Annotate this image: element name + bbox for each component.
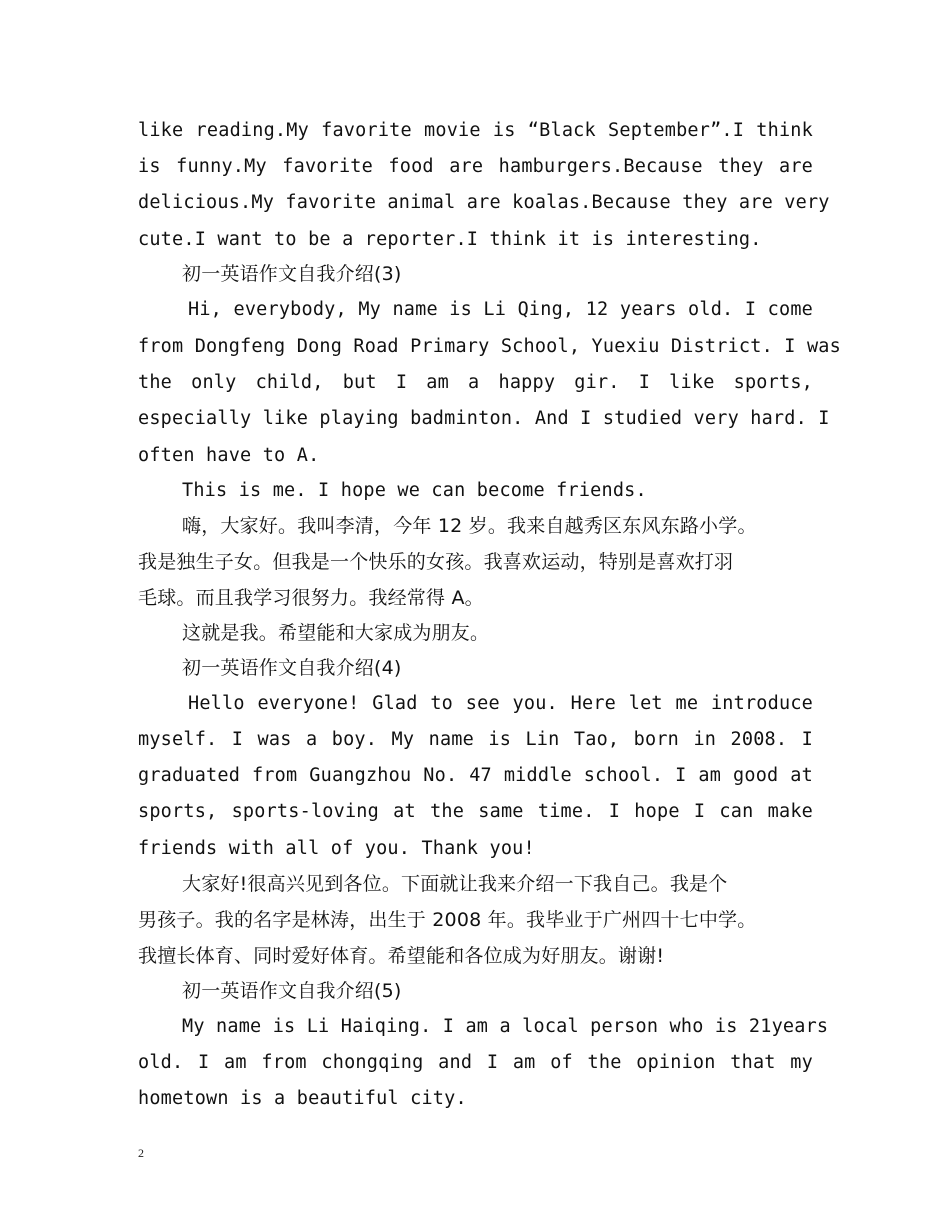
text-line: graduated from Guangzhou No. 47 middle school. I am good at bbox=[138, 765, 813, 786]
text-line: My name is Li Haiqing. I am a local person who is 21years bbox=[182, 1016, 829, 1037]
text-line: delicious.My favorite animal are koalas.Because they are very bbox=[138, 192, 830, 213]
text-line: sports, sports-loving at the same time. I hope I can make bbox=[138, 801, 813, 822]
text-line: 这就是我。希望能和大家成为朋友。 bbox=[182, 622, 490, 644]
text-line: is funny.My favorite food are hamburgers.Because they are bbox=[138, 156, 813, 177]
text-line: 我是独生子女。但我是一个快乐的女孩。我喜欢运动，特别是喜欢打羽 bbox=[138, 551, 734, 573]
text-line: myself. I was a boy. My name is Lin Tao, born in 2008. I bbox=[138, 729, 813, 750]
text-line: cute.I want to be a reporter.I think it is interesting. bbox=[138, 229, 762, 250]
section-heading: 初一英语作文自我介绍(5) bbox=[182, 980, 402, 1002]
section-heading: 初一英语作文自我介绍(3) bbox=[182, 263, 402, 285]
text-line: especially like playing badminton. And I studied very hard. I bbox=[138, 408, 830, 429]
text-line: like reading.My favorite movie is “Black September”.I think bbox=[138, 120, 813, 141]
text-line: often have to A. bbox=[138, 445, 320, 466]
text-line: the only child, but I am a happy gir. I like sports, bbox=[138, 372, 813, 393]
text-line: old. I am from chongqing and I am of the opinion that my bbox=[138, 1052, 813, 1073]
text-line: 男孩子。我的名字是林涛，出生于 2008 年。我毕业于广州四十七中学。 bbox=[138, 909, 757, 931]
text-line: hometown is a beautiful city. bbox=[138, 1088, 467, 1109]
text-line: 毛球。而且我学习很努力。我经常得 A。 bbox=[138, 587, 484, 609]
text-line: 嗨，大家好。我叫李清，今年 12 岁。我来自越秀区东风东路小学。 bbox=[182, 515, 757, 537]
text-line: 我擅长体育、同时爱好体育。希望能和各位成为好朋友。谢谢! bbox=[138, 945, 665, 967]
text-line: Hi, everybody, My name is Li Qing, 12 years old. I come bbox=[188, 299, 813, 320]
text-line: This is me. I hope we can become friends. bbox=[182, 480, 647, 501]
text-line: from Dongfeng Dong Road Primary School, Yuexiu District. I was bbox=[138, 336, 841, 357]
text-line: friends with all of you. Thank you! bbox=[138, 838, 535, 859]
text-line: Hello everyone! Glad to see you. Here let me introduce bbox=[188, 693, 813, 714]
text-line: 大家好!很高兴见到各位。下面就让我来介绍一下我自己。我是个 bbox=[182, 873, 728, 895]
page-number: 2 bbox=[138, 1146, 144, 1160]
section-heading: 初一英语作文自我介绍(4) bbox=[182, 657, 402, 679]
